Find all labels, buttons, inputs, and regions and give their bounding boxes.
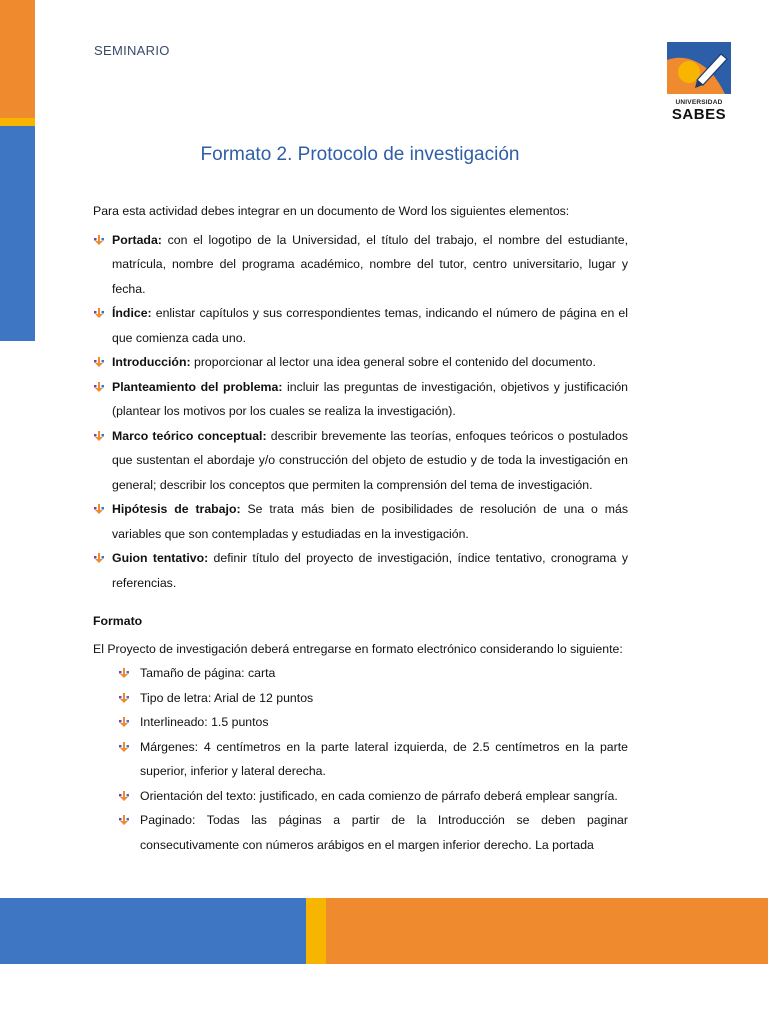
document-body	[93, 199, 628, 857]
arrow-bullet-icon	[94, 431, 104, 441]
format-item	[118, 686, 628, 711]
element-item	[93, 497, 628, 546]
element-item	[93, 301, 628, 350]
decorative-yellow-bar	[0, 118, 35, 126]
logo-emblem-icon	[667, 42, 731, 94]
arrow-bullet-icon	[94, 504, 104, 514]
format-item-text: Márgenes: 4 centímetros en la parte lateral izquierda, de 2.5 centímetros en la parte superior, inferior y lateral derecha.	[140, 739, 628, 778]
decorative-orange-bar	[0, 0, 35, 118]
element-description: enlistar capítulos y sus correspondientes temas, indicando el número de página en el que comienza cada uno.	[112, 306, 628, 345]
format-item-text: Orientación del texto: justificado, en cada comienzo de párrafo deberá emplear sangría.	[140, 788, 618, 803]
element-item	[93, 350, 628, 375]
format-item	[118, 661, 628, 686]
element-term: Marco teórico conceptual:	[112, 428, 267, 443]
element-term: Guion tentativo:	[112, 551, 209, 565]
arrow-bullet-icon	[119, 791, 129, 801]
logo-line-sabes: SABES	[671, 106, 727, 123]
format-item-text: Tamaño de página: carta	[140, 666, 276, 680]
element-description: incluir las preguntas de investigación, objetivos y justificación (plantear los motivos por los cuales se realiza la investigación).	[112, 379, 629, 418]
arrow-bullet-icon	[119, 742, 129, 752]
element-item	[93, 424, 628, 498]
arrow-bullet-icon	[94, 382, 104, 392]
arrow-bullet-icon	[119, 693, 129, 703]
element-description: Se trata más bien de posibilidades de resolución de una o más variables que son contempladas y estudiadas en la investigación.	[112, 502, 628, 541]
intro-paragraph: Para esta actividad debes integrar en un documento de Word los siguientes elementos:	[93, 204, 570, 218]
element-item	[93, 546, 628, 595]
element-term: Portada:	[112, 232, 162, 247]
element-term: Introducción:	[112, 355, 191, 369]
element-description: proporcionar al lector una idea general sobre el contenido del documento.	[190, 355, 596, 369]
element-term: Índice:	[112, 306, 152, 320]
format-heading: Formato	[93, 614, 143, 628]
format-item	[118, 784, 628, 809]
elements-list	[93, 228, 628, 596]
element-term: Planteamiento del problema:	[112, 379, 283, 394]
arrow-bullet-icon	[119, 815, 129, 825]
format-item-text: Interlineado: 1.5 puntos	[140, 715, 269, 729]
element-description: definir título del proyecto de investigación, índice tentativo, cronograma y referencias.	[112, 551, 628, 590]
footer-decoration	[0, 898, 768, 964]
format-list	[93, 661, 628, 857]
arrow-bullet-icon	[119, 668, 129, 678]
element-item	[93, 228, 628, 302]
page-title: Formato 2. Protocolo de investigación	[200, 144, 520, 165]
arrow-bullet-icon	[94, 308, 104, 318]
university-logo	[667, 42, 731, 124]
format-item	[118, 808, 628, 857]
element-item	[93, 375, 628, 424]
format-item-text: Paginado: Todas las páginas a partir de la Introducción se deben paginar consecutivamente con números arábigos en el margen inferior derecho. La portada	[140, 813, 628, 852]
element-term: Hipótesis de trabajo:	[112, 502, 241, 516]
arrow-bullet-icon	[119, 717, 129, 727]
format-item	[118, 710, 628, 735]
arrow-bullet-icon	[94, 553, 104, 563]
format-item	[118, 735, 628, 784]
format-item-text: Tipo de letra: Arial de 12 puntos	[140, 690, 314, 705]
logo-line-university: UNIVERSIDAD	[675, 99, 723, 106]
format-intro: El Proyecto de investigación deberá entregarse en formato electrónico considerando lo siguiente:	[93, 641, 623, 656]
arrow-bullet-icon	[94, 357, 104, 367]
section-label: SEMINARIO	[94, 43, 170, 58]
arrow-bullet-icon	[94, 235, 104, 245]
element-description: con el logotipo de la Universidad, el título del trabajo, el nombre del estudiante, matrícula, nombre del programa académico, nombre del tutor, centro universitario, lugar y fecha.	[112, 232, 628, 296]
element-description: describir brevemente las teorías, enfoques teóricos o postulados que sustentan el abordaje y/o construcción del objeto de estudio y de toda la investigación en general; describir los conceptos que permiten la comprensión del tema de investigación.	[112, 428, 628, 492]
